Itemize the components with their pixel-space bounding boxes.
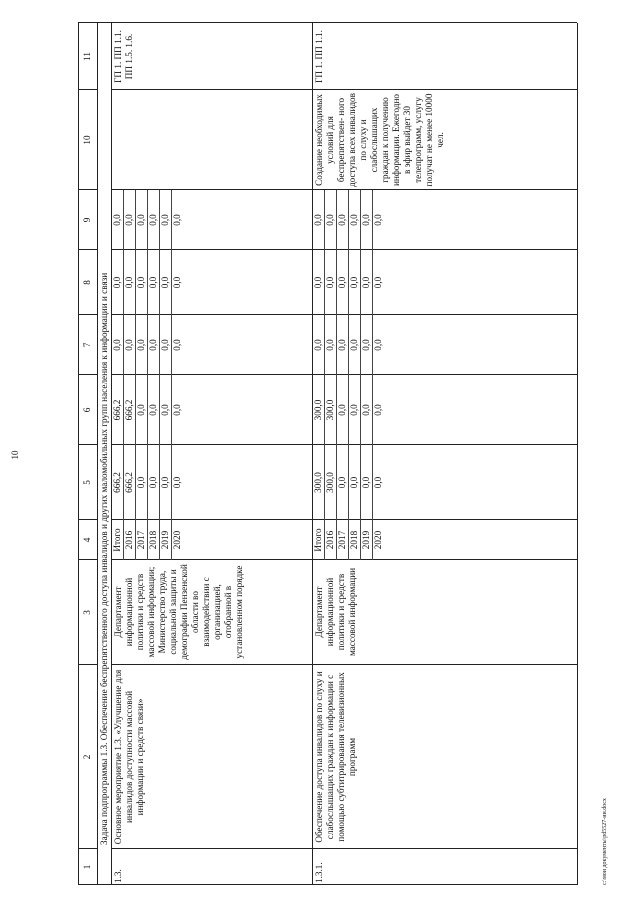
row1-c8-2018: 0,0 [148,276,158,289]
row1-c8-2017: 0,0 [136,276,146,289]
header-col-9: 9 [82,217,92,223]
row2-c5-2016: 300,0 [325,472,335,493]
header-col-3: 3 [82,610,92,615]
row2-c6-2019: 0,0 [361,404,371,416]
row2-c9-2020: 0,0 [373,214,383,226]
row2-c9-total: 0,0 [313,214,323,226]
row1-c9-2019: 0,0 [160,214,170,226]
row2-c9-2016: 0,0 [325,214,335,226]
header-col-1: 1 [82,864,92,870]
row2-executor: Департамент информационной политики и средств массовой информации [314,567,357,657]
header-col-2: 2 [82,754,92,760]
row2-c7-2017: 0,0 [337,339,347,351]
row1-c5-2019: 0,0 [160,476,170,489]
row1-c7-2018: 0,0 [148,339,158,351]
row2-c9-2019: 0,0 [361,214,371,226]
row1-c5-2020: 0,0 [172,476,182,489]
row2-year-2017: 2017 [337,530,347,550]
row1-c6-2020: 0,0 [172,404,182,416]
footer-file-path: c:\мои документы\pd5527-ии.docx [602,798,608,885]
header-col-6: 6 [82,407,92,413]
row2-c8-2019: 0,0 [361,276,371,289]
header-col-10: 10 [82,135,92,145]
row2-c5-2018: 0,0 [349,476,359,489]
row2-c8-2020: 0,0 [373,276,383,289]
row2-year-total: Итого [313,528,323,552]
row1-year-2016: 2016 [124,530,134,550]
col-border-2 [111,664,577,665]
col-border-11 [78,22,577,23]
page-number: 10 [10,450,20,460]
row1-c9-2020: 0,0 [172,214,182,226]
header-col-5: 5 [82,480,92,485]
row1-year-2020: 2020 [172,530,182,550]
row1-c6-total: 666,2 [112,399,122,421]
row1-c7-2016: 0,0 [124,339,134,351]
col-border-1 [111,848,577,849]
row1-year-2018: 2018 [148,530,158,550]
row1-number: 1.3. [113,869,123,883]
row2-c9-2017: 0,0 [337,214,347,226]
row2-c6-2018: 0,0 [349,404,359,416]
task-row-title: Задача подпрограммы 1.3. Обеспечение беспрепятственного доступа инвалидов и других маломобильных групп населения к информации и связи [99,272,109,845]
row1-c8-2020: 0,0 [172,276,182,289]
row2-c7-total: 0,0 [313,339,323,351]
row2-c7-2016: 0,0 [325,339,335,351]
row1-c7-2017: 0,0 [136,339,146,351]
row2-c9-2018: 0,0 [349,214,359,226]
row2-c8-2018: 0,0 [349,276,359,289]
row1-c9-2016: 0,0 [124,214,134,226]
header-col-4: 4 [82,537,92,543]
row1-executor: Департамент информационной политики и средств массовой информации; Министерство труда, социальной защиты и демографии Пензенской области во взаимодействии с организацией, отобранной в установленном порядке [113,564,244,660]
header-col-11: 11 [82,52,92,61]
row2-c6-2020: 0,0 [373,404,383,416]
col-border-10 [111,89,577,90]
row1-c6-2016: 666,2 [124,399,134,421]
row2-c5-2020: 0,0 [373,476,383,489]
row2-c5-total: 300,0 [313,472,323,493]
row1-c8-total: 0,0 [112,276,122,289]
table-top-border [78,23,79,885]
row1-c5-2017: 0,0 [136,476,146,489]
row2-c7-2018: 0,0 [349,339,359,351]
row1-c7-2020: 0,0 [172,339,182,351]
row2-number: 1.3.1. [314,862,324,883]
row2-c8-2016: 0,0 [325,276,335,289]
row2-year-2019: 2019 [361,530,371,550]
row2-name: Обеспечение доступа инвалидов по слуху и слабослышащих граждан к информации с помощью субтитрирования телевизионных программ [314,671,357,843]
row1-c8-2016: 0,0 [124,276,134,289]
row1-c9-2018: 0,0 [148,214,158,226]
row2-c7-2020: 0,0 [373,339,383,351]
row1-year-total: Итого [112,528,122,552]
col-border-0 [78,884,577,885]
row2-c7-2019: 0,0 [361,339,371,351]
row2-c5-2017: 0,0 [337,476,347,489]
row1-reference: ГП 1. ПП 1.1. ПП 1.5. 1.6. [113,30,134,83]
row1-year-2017: 2017 [136,530,146,550]
row2-c8-2017: 0,0 [337,276,347,289]
row1-c9-total: 0,0 [112,214,122,226]
row1-c6-2018: 0,0 [148,404,158,416]
row2-result: Создание необходимых условий для беспрепятствен- ного доступа всех инвалидов по слуху и слабослышащих граждан к получению информации. Ежегодно в эфир выйдет 30 телепрограмм, услугу получат не менее 10000 чел. [314,93,445,187]
row1-c5-2018: 0,0 [148,476,158,489]
row2-c6-total: 300,0 [313,399,323,421]
header-bottom-border [97,23,98,885]
header-col-8: 8 [82,280,92,285]
row1-name: Основное мероприятие 1.3. «Улучшение для инвалидов доступности массовой информации и средств связи» [113,669,145,845]
row1-c8-2019: 0,0 [160,276,170,289]
row1-c5-2016: 666,2 [124,472,134,493]
row1-c7-2019: 0,0 [160,339,170,351]
row2-c6-2016: 300,0 [325,399,335,421]
row1-c6-2019: 0,0 [160,404,170,416]
row2-c8-total: 0,0 [313,276,323,289]
row2-year-2016: 2016 [325,530,335,550]
row2-year-2020: 2020 [373,530,383,550]
row1-c6-2017: 0,0 [136,404,146,416]
row2-year-2018: 2018 [349,530,359,550]
row1-year-2019: 2019 [160,530,170,550]
row2-c6-2017: 0,0 [337,404,347,416]
row1-c5-total: 666,2 [112,472,122,493]
row1-c9-2017: 0,0 [136,214,146,226]
row2-reference: ГП 1. ПП 1.1. [314,30,324,83]
row1-c7-total: 0,0 [112,339,122,351]
header-col-7: 7 [82,342,92,348]
row2-c5-2019: 0,0 [361,476,371,489]
table-bottom-border [577,23,578,885]
